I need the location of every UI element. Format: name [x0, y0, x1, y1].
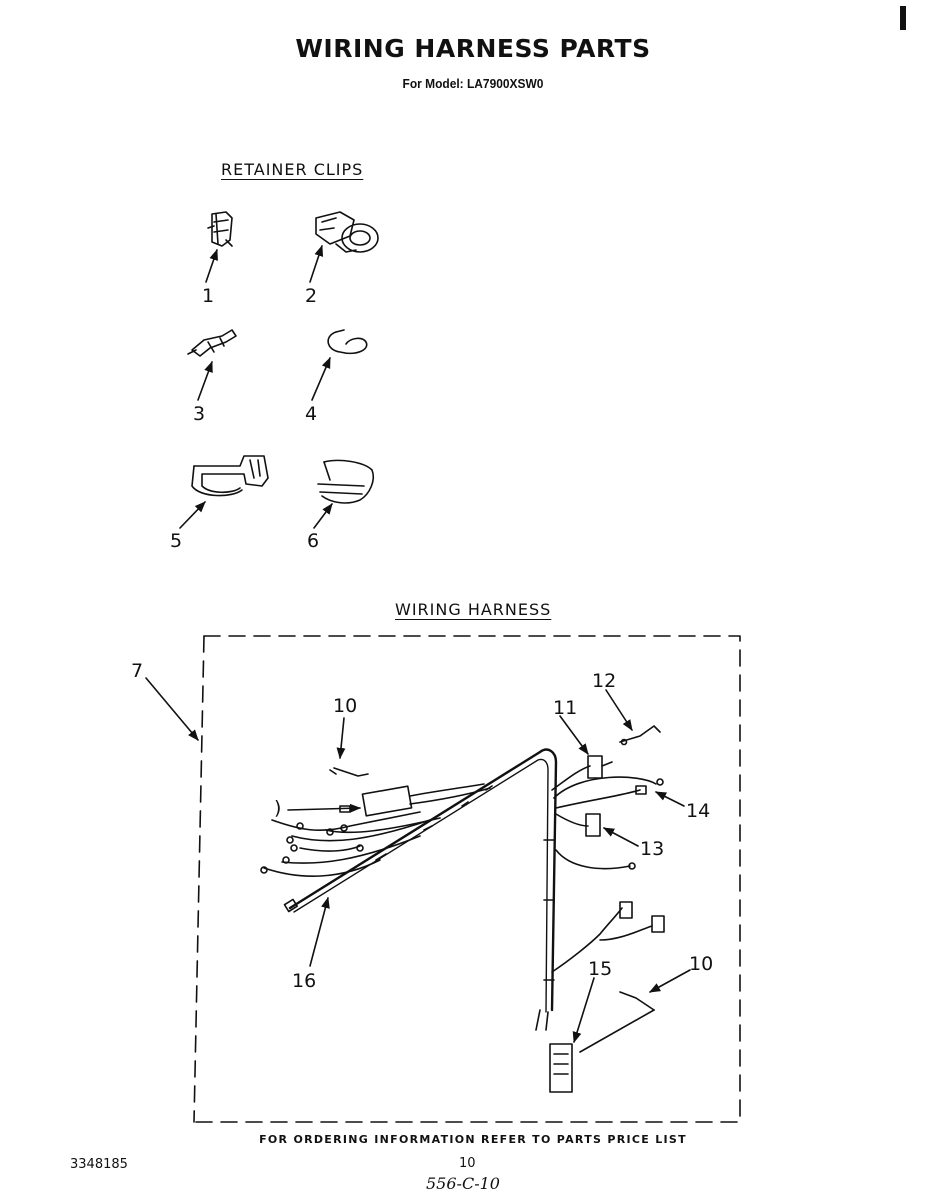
page-number: 10	[459, 1156, 476, 1171]
leader-10-upper	[340, 718, 344, 758]
wiring-harness-heading: WIRING HARNESS	[395, 600, 552, 619]
callout-1: 1	[202, 285, 215, 307]
retainer-clip-5-drawing	[192, 456, 268, 496]
leader-16	[310, 898, 328, 966]
callout-5: 5	[170, 530, 183, 552]
callout-2: 2	[305, 285, 318, 307]
retainer-clip-4-drawing	[328, 330, 367, 353]
leader-5	[180, 502, 205, 528]
callout-15: 15	[588, 958, 613, 980]
callout-4: 4	[305, 403, 318, 425]
leader-15	[574, 978, 594, 1042]
leader-7	[146, 678, 198, 740]
callout-12: 12	[592, 670, 617, 692]
retainer-clips-heading: RETAINER CLIPS	[221, 160, 364, 179]
retainer-clip-6-drawing	[318, 460, 373, 503]
callout-3: 3	[193, 403, 206, 425]
leader-2	[310, 246, 322, 282]
harness-trunk	[284, 750, 556, 1030]
handwritten-note: 556-C-10	[426, 1174, 500, 1193]
harness-frame	[194, 636, 740, 1122]
ordering-info-note: FOR ORDERING INFORMATION REFER TO PARTS PRICE LIST	[259, 1133, 687, 1146]
retainer-clip-1-drawing	[208, 212, 232, 246]
model-line: For Model: LA7900XSW0	[402, 76, 544, 91]
leader-4	[312, 358, 330, 400]
document-number: 3348185	[70, 1157, 128, 1172]
leader-11	[560, 716, 588, 754]
leader-6	[314, 504, 332, 528]
callout-10-upper: 10	[333, 695, 358, 717]
leader-13	[604, 828, 638, 846]
harness-frame-left	[194, 636, 204, 1122]
callout-10-lower: 10	[689, 953, 714, 975]
callout-7: 7	[131, 660, 144, 682]
callout-11: 11	[553, 697, 578, 719]
leader-3	[198, 362, 212, 400]
callout-16: 16	[292, 970, 317, 992]
leader-1	[206, 250, 217, 282]
page-title: WIRING HARNESS PARTS	[295, 34, 651, 63]
right-connectors	[550, 726, 664, 1092]
retainer-clip-2-drawing	[316, 212, 378, 252]
leader-10-lower	[650, 970, 690, 992]
callout-9-partial: )	[274, 797, 282, 819]
retainer-clip-3-drawing	[188, 330, 236, 356]
leader-12	[606, 690, 632, 730]
callout-13: 13	[640, 838, 665, 860]
leader-14	[656, 792, 684, 806]
callout-14: 14	[686, 800, 711, 822]
callout-6: 6	[307, 530, 320, 552]
